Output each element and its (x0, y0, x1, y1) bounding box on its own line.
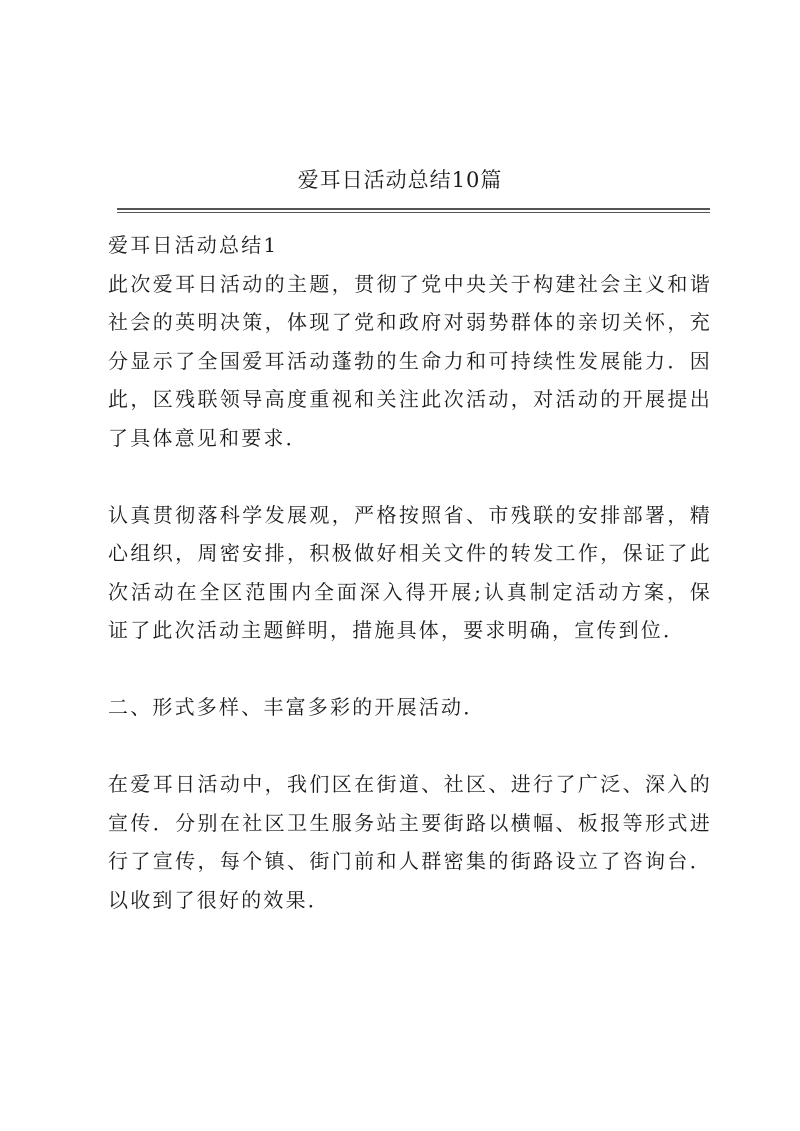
paragraph-3: 在爱耳日活动中，我们区在街道、社区、进行了广泛、深入的宣传．分别在社区卫生服务站主要街路以横幅、板报等形式进行了宣传，每个镇、街门前和人群密集的街路设立了咨询台．以收到了很好的效果． (108, 772, 712, 912)
subsection-heading: 二、形式多样、丰富多彩的开展活动． (108, 695, 486, 719)
paragraph-1: 此次爱耳日活动的主题，贯彻了党中央关于构建社会主义和谐社会的英明决策，体现了党和政府对弱势群体的亲切关怀，充分显示了全国爱耳活动蓬勃的生命力和可持续性发展能力．因此，区残联领导高度重视和关注此次活动，对活动的开展提出了具体意见和要求． (108, 271, 712, 450)
document-title: 爱耳日活动总结10篇 (297, 168, 503, 192)
paragraph-spacer (108, 650, 712, 689)
paragraph-spacer (108, 457, 712, 496)
title-divider (117, 208, 710, 213)
section-heading: 爱耳日活动总结1 (108, 233, 279, 257)
document-body (108, 226, 712, 919)
paragraph-2: 认真贯彻落科学发展观，严格按照省、市残联的安排部署，精心组织，周密安排，积极做好相关文件的转发工作，保证了此次活动在全区范围内全面深入得开展;认真制定活动方案，保证了此次活动主题鲜明，措施具体，要求明确，宣传到位． (108, 502, 712, 642)
paragraph-spacer (108, 727, 712, 766)
